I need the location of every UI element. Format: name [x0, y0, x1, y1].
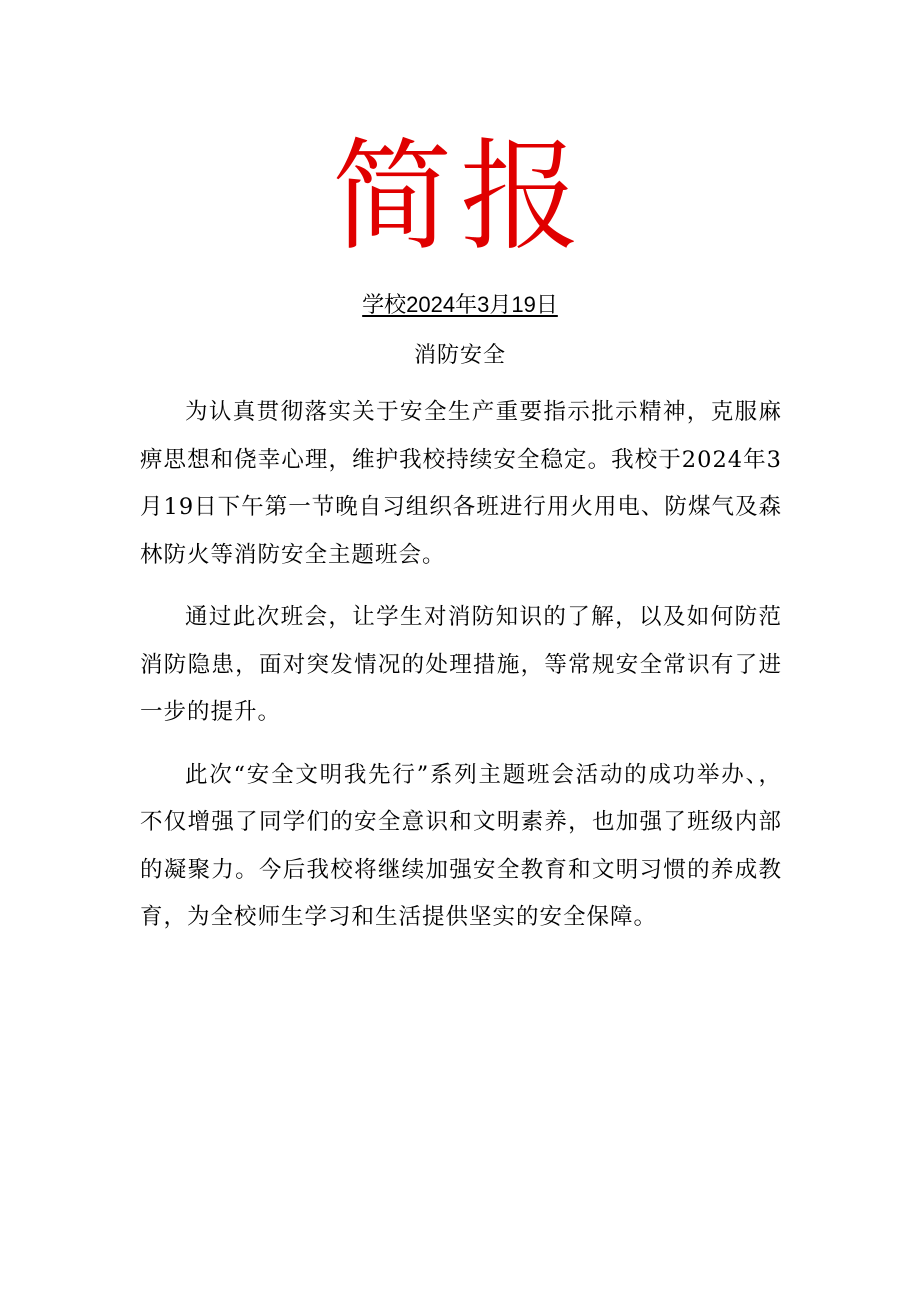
dateline-text: 学校2024年3月19日: [362, 292, 558, 317]
report-body: [140, 389, 782, 957]
masthead-title: 简报: [332, 128, 588, 267]
paragraph-1: 为认真贯彻落实关于安全生产重要指示批示精神，克服麻痹思想和侥幸心理，维护我校持续安全稳定。我校于2024年3月19日下午第一节晚自习组织各班进行用火用电、防煤气及森林防火等消防安全主题班会。: [140, 399, 782, 568]
paragraph-2: 通过此次班会，让学生对消防知识的了解，以及如何防范消防隐患，面对突发情况的处理措施，等常规安全常识有了进一步的提升。: [140, 604, 782, 725]
report-subtitle: 消防安全: [413, 343, 506, 368]
paragraph-3: 此次“安全文明我先行”系列主题班会活动的成功举办、，不仅增强了同学们的安全意识和文明素养，也加强了班级内部的凝聚力。今后我校将继续加强安全教育和文明习惯的养成教育，为全校师生学习和生活提供坚实的安全保障。: [140, 761, 782, 930]
dateline: [0, 290, 920, 320]
